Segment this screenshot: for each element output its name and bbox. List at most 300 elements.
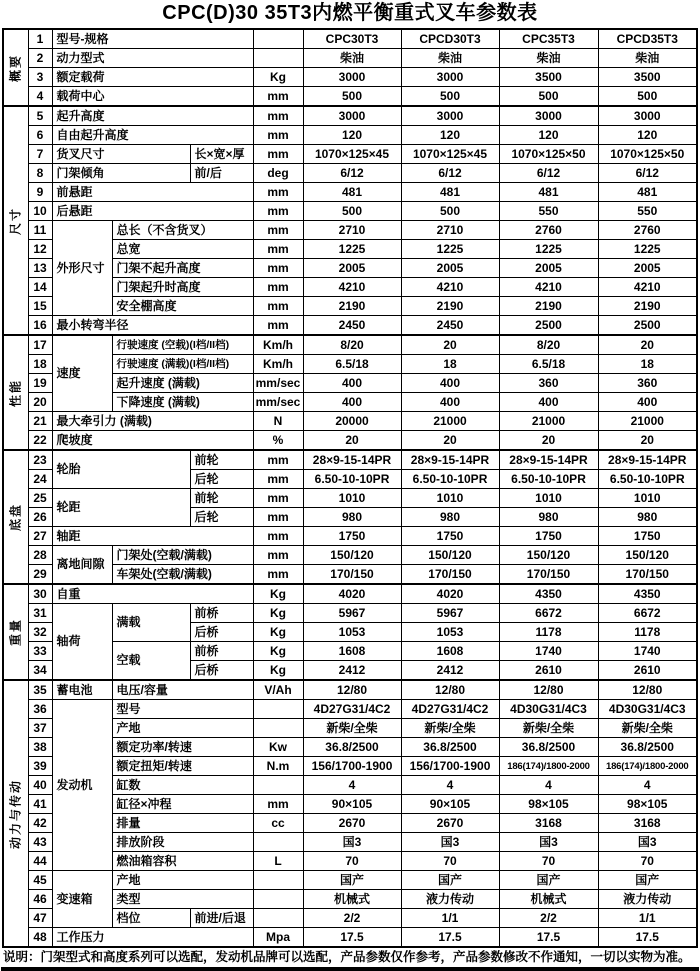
value-cell: 70 — [598, 852, 697, 871]
value-cell: 5967 — [401, 604, 499, 623]
value-cell: 150/120 — [303, 546, 401, 565]
value-cell: 2610 — [598, 661, 697, 681]
row-number-cell: 4 — [28, 87, 52, 107]
row-number-cell: 16 — [28, 316, 52, 336]
value-cell: 4350 — [499, 584, 598, 604]
value-cell: 6/12 — [401, 164, 499, 183]
row-number-cell: 21 — [28, 412, 52, 431]
value-cell: 12/80 — [499, 680, 598, 700]
row-number-cell: 3 — [28, 68, 52, 87]
value-cell: 2670 — [303, 814, 401, 833]
value-cell: 1608 — [303, 642, 401, 661]
section-label-cell — [3, 335, 28, 450]
value-cell: 4210 — [499, 278, 598, 297]
section-label-cell — [3, 106, 28, 335]
row-number-cell: 47 — [28, 909, 52, 928]
param-label-cell: 型号 — [112, 700, 253, 719]
param-label-cell: 类型 — [112, 890, 253, 909]
value-cell: 2005 — [598, 259, 697, 278]
value-cell: 1740 — [598, 642, 697, 661]
unit-cell: mm/sec — [253, 374, 303, 393]
value-cell: 156/1700-1900 — [303, 757, 401, 776]
value-cell: 4 — [499, 776, 598, 795]
unit-cell: mm — [253, 316, 303, 336]
param-label-cell: 排放阶段 — [112, 833, 253, 852]
value-cell: CPCD30T3 — [401, 29, 499, 49]
value-cell: 28×9-15-14PR — [598, 450, 697, 470]
value-cell: 2190 — [401, 297, 499, 316]
value-cell: 2/2 — [303, 909, 401, 928]
param-label-cell: 轮胎 — [52, 450, 190, 489]
value-cell: 2005 — [499, 259, 598, 278]
param-label-cell: 行驶速度 (空载)(I档/II档) — [112, 335, 253, 355]
value-cell: 17.5 — [598, 928, 697, 948]
value-cell: 18 — [598, 355, 697, 374]
param-label-cell: 离地间隙 — [52, 546, 112, 585]
value-cell: 90×105 — [401, 795, 499, 814]
value-cell: 1070×125×45 — [303, 145, 401, 164]
value-cell: 1608 — [401, 642, 499, 661]
param-label-cell: 发动机 — [52, 700, 112, 871]
value-cell: 新柴/全柴 — [598, 719, 697, 738]
unit-cell: mm — [253, 221, 303, 240]
value-cell: 550 — [598, 202, 697, 221]
unit-cell — [253, 719, 303, 738]
row-number-cell: 34 — [28, 661, 52, 681]
spec-table — [2, 28, 698, 948]
value-cell: 28×9-15-14PR — [499, 450, 598, 470]
value-cell: 120 — [499, 126, 598, 145]
param-label-cell: 型号-规格 — [52, 29, 253, 49]
value-cell: 500 — [499, 87, 598, 107]
value-cell: 20000 — [303, 412, 401, 431]
row-number-cell: 36 — [28, 700, 52, 719]
value-cell: 4D27G31/4C2 — [401, 700, 499, 719]
param-label-cell: 长×宽×厚 — [190, 145, 253, 164]
value-cell: 2190 — [499, 297, 598, 316]
value-cell: 500 — [401, 87, 499, 107]
param-label-cell: 外形尺寸 — [52, 221, 112, 316]
unit-cell: mm — [253, 297, 303, 316]
unit-cell — [253, 776, 303, 795]
row-number-cell: 42 — [28, 814, 52, 833]
value-cell: 柴油 — [303, 49, 401, 68]
value-cell: 20 — [499, 431, 598, 451]
param-label-cell: 轮距 — [52, 489, 190, 527]
value-cell: 481 — [401, 183, 499, 202]
value-cell: 1225 — [598, 240, 697, 259]
param-label-cell: 前/后 — [190, 164, 253, 183]
row-number-cell: 23 — [28, 450, 52, 470]
row-number-cell: 33 — [28, 642, 52, 661]
row-number-cell: 32 — [28, 623, 52, 642]
value-cell: 980 — [499, 508, 598, 527]
param-label-cell: 爬坡度 — [52, 431, 253, 451]
param-label-cell: 起升高度 — [52, 106, 253, 126]
value-cell: 4020 — [303, 584, 401, 604]
row-number-cell: 11 — [28, 221, 52, 240]
value-cell: 液力传动 — [598, 890, 697, 909]
value-cell: 4D30G31/4C3 — [598, 700, 697, 719]
value-cell: 170/150 — [303, 565, 401, 585]
value-cell: 6672 — [499, 604, 598, 623]
value-cell: 2760 — [598, 221, 697, 240]
value-cell: 2710 — [303, 221, 401, 240]
value-cell: 1225 — [499, 240, 598, 259]
row-number-cell: 28 — [28, 546, 52, 565]
value-cell: 170/150 — [401, 565, 499, 585]
value-cell: 1178 — [598, 623, 697, 642]
value-cell: 3500 — [499, 68, 598, 87]
value-cell: 2500 — [598, 316, 697, 336]
param-label-cell: 空载 — [112, 642, 190, 681]
value-cell: 1225 — [303, 240, 401, 259]
value-cell: 500 — [598, 87, 697, 107]
section-label: 性能 — [8, 378, 23, 407]
value-cell: 国产 — [401, 871, 499, 890]
value-cell: 1/1 — [401, 909, 499, 928]
unit-cell: mm — [253, 546, 303, 565]
value-cell: 500 — [303, 202, 401, 221]
value-cell: 1225 — [401, 240, 499, 259]
unit-cell: mm/sec — [253, 393, 303, 412]
param-label-cell: 变速箱 — [52, 871, 112, 928]
row-number-cell: 48 — [28, 928, 52, 948]
value-cell: 4020 — [401, 584, 499, 604]
value-cell: 8/20 — [303, 335, 401, 355]
row-number-cell: 10 — [28, 202, 52, 221]
value-cell: 1750 — [598, 527, 697, 546]
unit-cell: Kw — [253, 738, 303, 757]
value-cell: 6.50-10-10PR — [401, 470, 499, 489]
footer-note: 说明：门架型式和高度系列可以选配，发动机品牌可以选配，产品参数仅作参考，产品参数修改不作通知，一切以实物为准。 — [1, 948, 699, 971]
value-cell: 1053 — [303, 623, 401, 642]
value-cell: 2190 — [303, 297, 401, 316]
value-cell: 12/80 — [401, 680, 499, 700]
param-label-cell: 行驶速度 (满载)(I档/II档) — [112, 355, 253, 374]
unit-cell — [253, 871, 303, 890]
value-cell: 120 — [303, 126, 401, 145]
value-cell: 4210 — [598, 278, 697, 297]
value-cell: 2610 — [499, 661, 598, 681]
value-cell: 21000 — [499, 412, 598, 431]
section-label-cell — [3, 450, 28, 584]
row-number-cell: 14 — [28, 278, 52, 297]
unit-cell: deg — [253, 164, 303, 183]
param-label-cell: 额定载荷 — [52, 68, 253, 87]
param-label-cell: 门架起升时高度 — [112, 278, 253, 297]
value-cell: 500 — [401, 202, 499, 221]
value-cell: 6.5/18 — [499, 355, 598, 374]
row-number-cell: 29 — [28, 565, 52, 585]
param-label-cell: 工作压力 — [52, 928, 253, 948]
row-number-cell: 43 — [28, 833, 52, 852]
param-label-cell: 最大牵引力 (满载) — [52, 412, 253, 431]
value-cell: 360 — [499, 374, 598, 393]
value-cell: 980 — [303, 508, 401, 527]
value-cell: 1053 — [401, 623, 499, 642]
value-cell: 550 — [499, 202, 598, 221]
value-cell: 17.5 — [499, 928, 598, 948]
value-cell: 481 — [598, 183, 697, 202]
param-label-cell: 蓄电池 — [52, 680, 112, 700]
unit-cell: V/Ah — [253, 680, 303, 700]
unit-cell: mm — [253, 565, 303, 585]
value-cell: 1750 — [499, 527, 598, 546]
param-label-cell: 产地 — [112, 871, 253, 890]
unit-cell — [253, 909, 303, 928]
param-label-cell: 下降速度 (满载) — [112, 393, 253, 412]
value-cell: 20 — [598, 431, 697, 451]
value-cell: 36.8/2500 — [598, 738, 697, 757]
section-label-cell — [3, 584, 28, 680]
value-cell: 17.5 — [303, 928, 401, 948]
value-cell: 481 — [303, 183, 401, 202]
value-cell: 4D27G31/4C2 — [303, 700, 401, 719]
value-cell: 170/150 — [598, 565, 697, 585]
value-cell: 90×105 — [303, 795, 401, 814]
unit-cell: mm — [253, 470, 303, 489]
value-cell: CPCD35T3 — [598, 29, 697, 49]
value-cell: 3168 — [598, 814, 697, 833]
value-cell: 12/80 — [303, 680, 401, 700]
value-cell: 360 — [598, 374, 697, 393]
param-label-cell: 缸径×冲程 — [112, 795, 253, 814]
value-cell: 400 — [598, 393, 697, 412]
value-cell: 400 — [499, 393, 598, 412]
param-label-cell: 载荷中心 — [52, 87, 253, 107]
value-cell: 4 — [303, 776, 401, 795]
unit-cell — [253, 29, 303, 49]
value-cell: 20 — [598, 335, 697, 355]
value-cell: 6672 — [598, 604, 697, 623]
value-cell: 21000 — [598, 412, 697, 431]
unit-cell: mm — [253, 126, 303, 145]
unit-cell: Kg — [253, 68, 303, 87]
row-number-cell: 17 — [28, 335, 52, 355]
row-number-cell: 20 — [28, 393, 52, 412]
value-cell: 4350 — [598, 584, 697, 604]
unit-cell: Kg — [253, 623, 303, 642]
unit-cell: mm — [253, 795, 303, 814]
value-cell: 28×9-15-14PR — [303, 450, 401, 470]
value-cell: 3500 — [598, 68, 697, 87]
value-cell: 500 — [303, 87, 401, 107]
value-cell: 70 — [499, 852, 598, 871]
param-label-cell: 产地 — [112, 719, 253, 738]
row-number-cell: 31 — [28, 604, 52, 623]
value-cell: 98×105 — [499, 795, 598, 814]
row-number-cell: 5 — [28, 106, 52, 126]
value-cell: 1750 — [401, 527, 499, 546]
param-label-cell: 起升速度 (满载) — [112, 374, 253, 393]
param-label-cell: 电压/容量 — [112, 680, 253, 700]
unit-cell: N — [253, 412, 303, 431]
param-label-cell: 后悬距 — [52, 202, 253, 221]
param-label-cell: 前进/后退 — [190, 909, 253, 928]
value-cell: 液力传动 — [401, 890, 499, 909]
value-cell: 400 — [401, 374, 499, 393]
row-number-cell: 2 — [28, 49, 52, 68]
value-cell: 1178 — [499, 623, 598, 642]
unit-cell: Mpa — [253, 928, 303, 948]
value-cell: 980 — [598, 508, 697, 527]
value-cell: 1010 — [499, 489, 598, 508]
value-cell: 70 — [303, 852, 401, 871]
param-label-cell: 排量 — [112, 814, 253, 833]
row-number-cell: 1 — [28, 29, 52, 49]
row-number-cell: 18 — [28, 355, 52, 374]
unit-cell: mm — [253, 508, 303, 527]
unit-cell — [253, 700, 303, 719]
value-cell: 6/12 — [598, 164, 697, 183]
value-cell: 20 — [303, 431, 401, 451]
unit-cell: Km/h — [253, 335, 303, 355]
row-number-cell: 37 — [28, 719, 52, 738]
value-cell: 170/150 — [499, 565, 598, 585]
page-title: CPC(D)30 35T3内燃平衡重式叉车参数表 — [162, 2, 538, 24]
section-label-cell — [3, 680, 28, 947]
value-cell: 2670 — [401, 814, 499, 833]
param-label-cell: 后轮 — [190, 508, 253, 527]
section-label: 尺寸 — [8, 206, 23, 235]
value-cell: 2005 — [303, 259, 401, 278]
row-number-cell: 35 — [28, 680, 52, 700]
section-label: 动力与传动 — [8, 778, 23, 849]
value-cell: 400 — [303, 393, 401, 412]
param-label-cell: 自由起升高度 — [52, 126, 253, 145]
param-label-cell: 门架处(空载/满载) — [112, 546, 253, 565]
value-cell: 2412 — [303, 661, 401, 681]
value-cell: 6.50-10-10PR — [499, 470, 598, 489]
row-number-cell: 41 — [28, 795, 52, 814]
value-cell: 18 — [401, 355, 499, 374]
unit-cell: mm — [253, 183, 303, 202]
value-cell: CPC30T3 — [303, 29, 401, 49]
unit-cell: Km/h — [253, 355, 303, 374]
param-label-cell: 轴荷 — [52, 604, 112, 681]
param-label-cell: 额定扭矩/转速 — [112, 757, 253, 776]
value-cell: 3000 — [598, 106, 697, 126]
param-label-cell: 后桥 — [190, 623, 253, 642]
unit-cell: mm — [253, 527, 303, 546]
value-cell: 4 — [598, 776, 697, 795]
unit-cell — [253, 49, 303, 68]
value-cell: 5967 — [303, 604, 401, 623]
value-cell: 36.8/2500 — [401, 738, 499, 757]
value-cell: 国3 — [598, 833, 697, 852]
value-cell: 150/120 — [598, 546, 697, 565]
param-label-cell: 车架处(空载/满载) — [112, 565, 253, 585]
value-cell: 柴油 — [401, 49, 499, 68]
value-cell: CPC35T3 — [499, 29, 598, 49]
value-cell: 400 — [401, 393, 499, 412]
param-label-cell: 总宽 — [112, 240, 253, 259]
row-number-cell: 7 — [28, 145, 52, 164]
value-cell: 3168 — [499, 814, 598, 833]
value-cell: 21000 — [401, 412, 499, 431]
value-cell: 1070×125×45 — [401, 145, 499, 164]
param-label-cell: 货叉尺寸 — [52, 145, 190, 164]
value-cell: 3000 — [303, 68, 401, 87]
param-label-cell: 燃油箱容积 — [112, 852, 253, 871]
row-number-cell: 27 — [28, 527, 52, 546]
value-cell: 3000 — [303, 106, 401, 126]
unit-cell: mm — [253, 202, 303, 221]
param-label-cell: 前桥 — [190, 642, 253, 661]
value-cell: 国3 — [401, 833, 499, 852]
param-label-cell: 动力型式 — [52, 49, 253, 68]
param-label-cell: 前轮 — [190, 450, 253, 470]
unit-cell: % — [253, 431, 303, 451]
value-cell: 国3 — [303, 833, 401, 852]
row-number-cell: 13 — [28, 259, 52, 278]
value-cell: 12/80 — [598, 680, 697, 700]
value-cell: 400 — [303, 374, 401, 393]
unit-cell: L — [253, 852, 303, 871]
param-label-cell: 额定功率/转速 — [112, 738, 253, 757]
param-label-cell: 后桥 — [190, 661, 253, 681]
row-number-cell: 38 — [28, 738, 52, 757]
unit-cell: mm — [253, 145, 303, 164]
value-cell: 3000 — [499, 106, 598, 126]
unit-cell: mm — [253, 240, 303, 259]
value-cell: 186(174)/1800-2000 — [598, 757, 697, 776]
value-cell: 4210 — [401, 278, 499, 297]
value-cell: 国产 — [598, 871, 697, 890]
value-cell: 国3 — [499, 833, 598, 852]
value-cell: 6.5/18 — [303, 355, 401, 374]
value-cell: 36.8/2500 — [303, 738, 401, 757]
value-cell: 4D30G31/4C3 — [499, 700, 598, 719]
value-cell: 36.8/2500 — [499, 738, 598, 757]
value-cell: 6.50-10-10PR — [303, 470, 401, 489]
value-cell: 新柴/全柴 — [499, 719, 598, 738]
unit-cell — [253, 833, 303, 852]
value-cell: 1010 — [303, 489, 401, 508]
row-number-cell: 25 — [28, 489, 52, 508]
value-cell: 国产 — [303, 871, 401, 890]
row-number-cell: 6 — [28, 126, 52, 145]
unit-cell — [253, 890, 303, 909]
value-cell: 柴油 — [499, 49, 598, 68]
section-label: 概要 — [8, 53, 23, 82]
row-number-cell: 19 — [28, 374, 52, 393]
value-cell: 1740 — [499, 642, 598, 661]
value-cell: 4 — [401, 776, 499, 795]
row-number-cell: 44 — [28, 852, 52, 871]
value-cell: 2005 — [401, 259, 499, 278]
unit-cell: cc — [253, 814, 303, 833]
param-label-cell: 轴距 — [52, 527, 253, 546]
unit-cell: mm — [253, 450, 303, 470]
unit-cell: mm — [253, 259, 303, 278]
value-cell: 2500 — [499, 316, 598, 336]
value-cell: 150/120 — [499, 546, 598, 565]
value-cell: 8/20 — [499, 335, 598, 355]
value-cell: 2/2 — [499, 909, 598, 928]
section-label: 重量 — [8, 617, 23, 647]
value-cell: 2450 — [303, 316, 401, 336]
unit-cell: N.m — [253, 757, 303, 776]
value-cell: 2190 — [598, 297, 697, 316]
row-number-cell: 22 — [28, 431, 52, 451]
unit-cell: Kg — [253, 604, 303, 623]
param-label-cell: 后轮 — [190, 470, 253, 489]
value-cell: 1070×125×50 — [598, 145, 697, 164]
value-cell: 6.50-10-10PR — [598, 470, 697, 489]
value-cell: 98×105 — [598, 795, 697, 814]
